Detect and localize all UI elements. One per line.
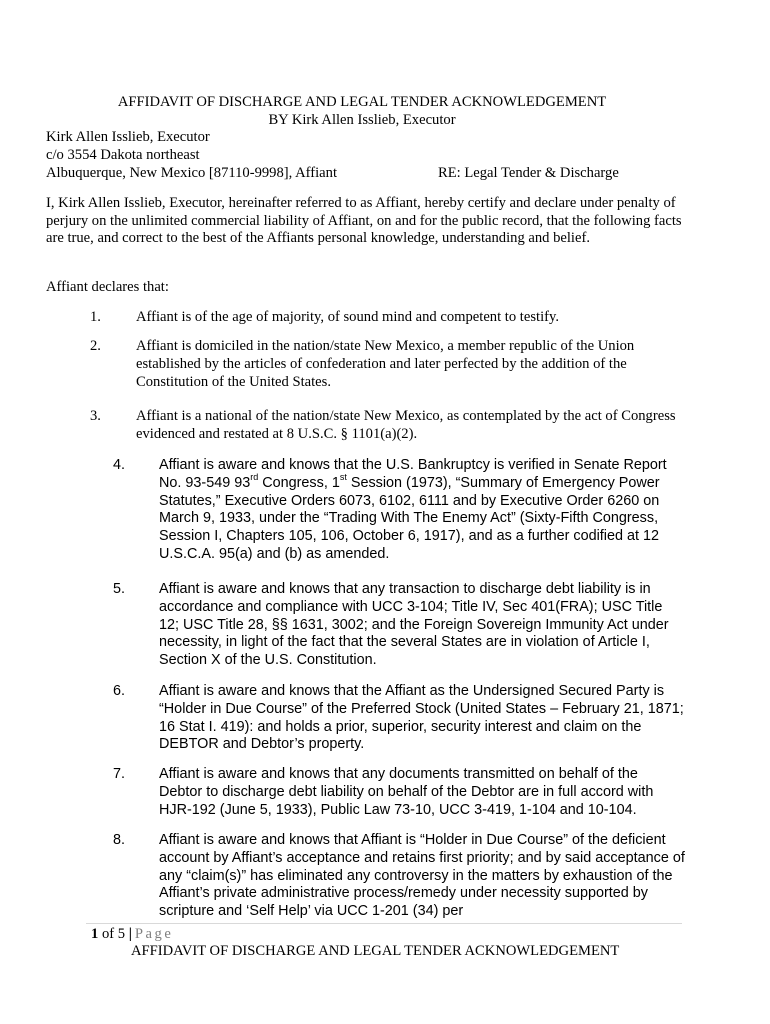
- list-item-number: 2.: [90, 338, 101, 354]
- affiant-city: Albuquerque, New Mexico [87110-9998], Affiant: [46, 165, 337, 181]
- list-item-number: 8.: [113, 832, 126, 848]
- list-item-text: Affiant is aware and knows that any documents transmitted on behalf of the Debtor to discharge debt liability on behalf of the Debtor are in full accord with HJR-192 (June 5, 1933), Public Law 73-10, UCC 3-419, 1-104 and 10-104.: [159, 766, 654, 818]
- list-item-text: Affiant is aware and knows that the Affiant as the Undersigned Secured Party is “Holder in Due Course” of the Preferred Stock (United States – February 21, 1871; 16 Stat I. 419): and holds a prior, superior, security interest and claim on the DEBTOR and Debtor’s property.: [159, 683, 684, 753]
- list-item-text: Affiant is domiciled in the nation/state New Mexico, a member republic of the Union established by the articles of confederation and later perfected by the addition of the Constitution of the United States.: [136, 338, 635, 390]
- page-label: Page: [134, 926, 174, 942]
- list-item-text: Affiant is aware and knows that the U.S. Bankruptcy is verified in Senate Report No. 93-549 93rd Congress, 1st Session (1973), “Summary of Emergency Power Statutes,” Executive Orders 6073, 6102, 6111 and by Executive Order 6260 on March 9, 1933, under the “Trading With The Enemy Act” (Sixty-Fifth Congress, Session I, Chapters 105, 106, October 6, 1917), and as a further codified at 12 U.S.C.A. 95(a) and (b) as amended.: [159, 457, 667, 562]
- page-separator: |: [128, 926, 132, 942]
- affiant-address-block: [46, 129, 726, 183]
- list-item-number: 7.: [113, 766, 126, 782]
- list-item-number: 6.: [113, 683, 126, 699]
- document-title: AFFIDAVIT OF DISCHARGE AND LEGAL TENDER ACKNOWLEDGEMENT: [117, 94, 607, 110]
- list-item-number: 4.: [113, 457, 126, 473]
- page-number: [91, 926, 173, 944]
- list-item-text: Affiant is of the age of majority, of sound mind and competent to testify.: [136, 309, 559, 325]
- intro-paragraph: I, Kirk Allen Isslieb, Executor, hereinafter referred to as Affiant, hereby certify and declare under penalty of perjury on the unlimited commercial liability of Affiant, on and for the public record, that the following facts are true, and correct to the best of the Affiants personal knowledge, understanding and belief.: [46, 195, 682, 247]
- page-total: of 5: [98, 926, 129, 942]
- declares-heading: Affiant declares that:: [46, 279, 169, 295]
- re-subject: RE: Legal Tender & Discharge: [438, 165, 619, 181]
- list-item-text: Affiant is aware and knows that any transaction to discharge debt liability is in accordance and compliance with UCC 3-104; Title IV, Sec 401(FRA); USC Title 12; USC Title 28, §§ 1631, 3002; and the Foreign Sovereign Immunity Act under necessity, in light of the fact that the several States are in violation of Article I, Section X of the U.S. Constitution.: [159, 581, 669, 669]
- list-item-text: Affiant is a national of the nation/state New Mexico, as contemplated by the act of Congress evidenced and restated at 8 U.S.C. § 1101(a)(2).: [136, 408, 676, 442]
- page-current: 1: [91, 926, 99, 942]
- list-item-number: 1.: [90, 309, 101, 325]
- affiant-city-line: [46, 165, 726, 183]
- affiant-street: c/o 3554 Dakota northeast: [46, 147, 200, 163]
- footer-title: AFFIDAVIT OF DISCHARGE AND LEGAL TENDER ACKNOWLEDGEMENT: [131, 943, 620, 959]
- list-item-text: Affiant is aware and knows that Affiant is “Holder in Due Course” of the deficient account by Affiant’s acceptance and retains first priority; and by said acceptance of any “claim(s)” has eliminated any controversy in the matters by exhaustion of the Affiant’s private administrative process/remedy under necessity supported by scripture and ‘Self Help’ via UCC 1-201 (34) per: [159, 832, 685, 920]
- affiant-name: Kirk Allen Isslieb, Executor: [46, 129, 210, 145]
- document-subtitle: BY Kirk Allen Isslieb, Executor: [268, 112, 456, 128]
- list-item-number: 5.: [113, 581, 126, 597]
- footer-divider: [86, 923, 682, 924]
- list-item-number: 3.: [90, 408, 101, 424]
